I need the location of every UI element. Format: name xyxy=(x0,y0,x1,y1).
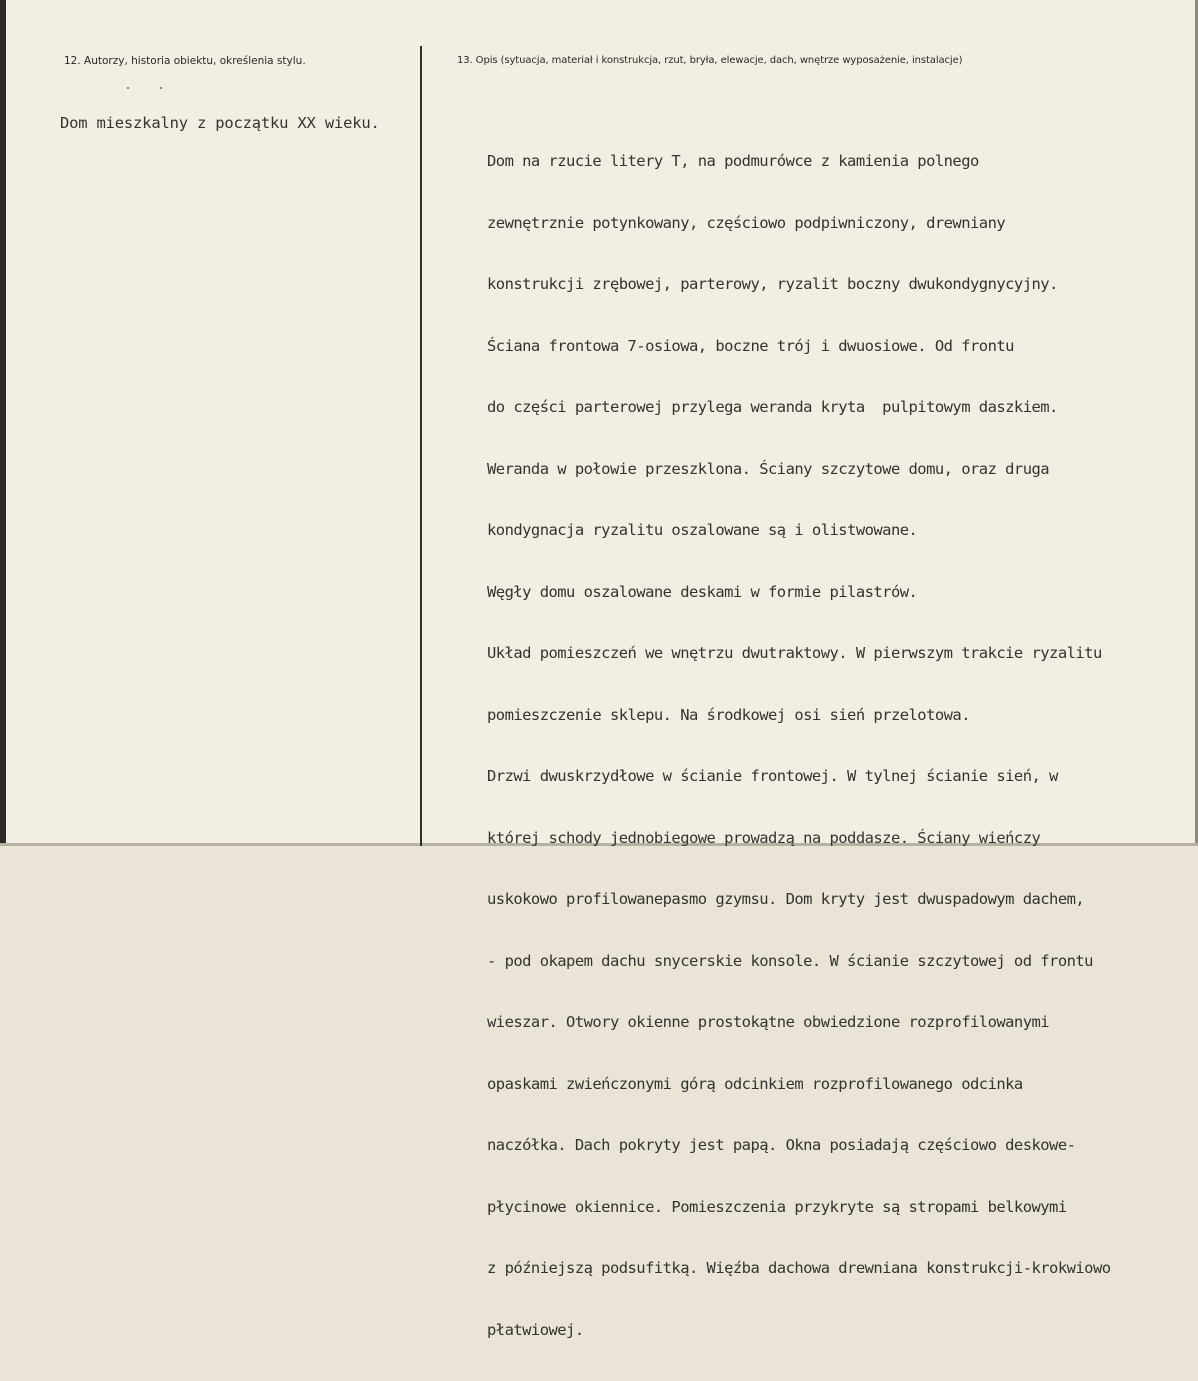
section-12-header: 12. Autorzy, historia obiektu, określenia stylu. xyxy=(64,55,306,67)
description-line: konstrukcji zrębowej, parterowy, ryzalit boczny dwukondygnycyjny. xyxy=(487,275,1058,293)
column-divider xyxy=(420,46,422,846)
paper-speck xyxy=(127,87,129,89)
description-line: zewnętrznie potynkowany, częściowo podpiwniczony, drewniany xyxy=(487,213,1006,232)
section-13-header: 13. Opis (sytuacja, materiał i konstrukcja, rzut, bryła, elewacje, dach, wnętrze wyposażenie, instalacje) xyxy=(457,55,963,66)
description-line: z późniejszą podsufitką. Więźba dachowa drewniana konstrukcji-krokwiowo xyxy=(487,1259,1111,1277)
description-line: wieszar. Otwory okienne prostokątne obwiedzione rozprofilowanymi xyxy=(487,1013,1050,1031)
description-line: Układ pomieszczeń we wnętrzu dwutraktowy. W pierwszym trakcie ryzalitu xyxy=(487,644,1102,662)
description-line: do części parterowej przylega weranda kryta pulpitowym daszkiem. xyxy=(487,398,1058,416)
description-line: opaskami zwieńczonymi górą odcinkiem rozprofilowanego odcinka xyxy=(487,1074,1023,1093)
paper-speck xyxy=(160,87,162,89)
section-13-description xyxy=(487,110,1111,1381)
description-line: Weranda w połowie przeszklona. Ściany szczytowe domu, oraz druga xyxy=(487,459,1050,478)
section-12-text: Dom mieszkalny z początku XX wieku. xyxy=(60,114,380,132)
description-line: Dom na rzucie litery T, na podmurówce z kamienia polnego xyxy=(487,152,979,170)
description-line: uskokowo profilowanepasmo gzymsu. Dom kryty jest dwuspadowym dachem, xyxy=(487,890,1085,908)
description-line: Węgły domu oszalowane deskami w formie pilastrów. xyxy=(487,582,918,601)
description-line: której schody jednobiegowe prowadzą na poddasze. Ściany wieńczy xyxy=(487,828,1041,847)
description-line: Drzwi dwuskrzydłowe w ścianie frontowej. W tylnej ścianie sień, w xyxy=(487,767,1058,785)
description-line: płatwiowej. xyxy=(487,1320,584,1339)
description-line: pomieszczenie sklepu. Na środkowej osi sień przelotowa. xyxy=(487,705,970,724)
sheet-left-edge xyxy=(0,0,6,846)
description-line: naczółka. Dach pokryty jest papą. Okna posiadają częściowo deskowe- xyxy=(487,1136,1076,1154)
description-line: kondygnacja ryzalitu oszalowane są i olistwowane. xyxy=(487,521,918,539)
description-line: - pod okapem dachu snycerskie konsole. W ścianie szczytowej od frontu xyxy=(487,951,1093,970)
description-line: płycinowe okiennice. Pomieszczenia przykryte są stropami belkowymi xyxy=(487,1197,1067,1216)
description-line: Ściana frontowa 7-osiowa, boczne trój i dwuosiowe. Od frontu xyxy=(487,336,1014,355)
